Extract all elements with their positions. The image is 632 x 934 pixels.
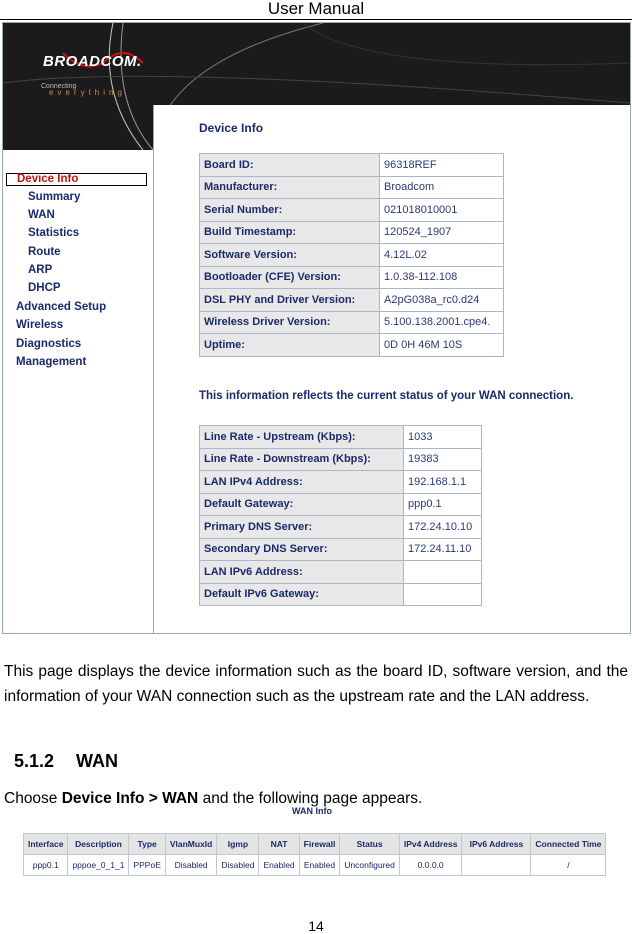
broadcom-logo: BROADCOM.: [43, 53, 142, 70]
row-value: 172.24.10.10: [404, 516, 482, 539]
manual-title: User Manual: [267, 0, 365, 18]
sidebar-item-route[interactable]: Route: [28, 246, 61, 258]
row-label: Secondary DNS Server:: [200, 538, 404, 561]
table-row: [200, 199, 504, 222]
page-header: [0, 0, 632, 20]
col-header: IPv6 Address: [462, 834, 531, 855]
row-label: Board ID:: [200, 154, 380, 177]
col-header: Interface: [24, 834, 68, 855]
wan-connection-table: [199, 425, 482, 606]
row-label: Default Gateway:: [200, 493, 404, 516]
sidebar-item-summary[interactable]: Summary: [28, 191, 81, 203]
sidebar-item-advanced-setup[interactable]: Advanced Setup: [16, 301, 107, 313]
row-label: Manufacturer:: [200, 176, 380, 199]
cell: 0.0.0.0: [399, 855, 462, 876]
row-value: [404, 561, 482, 584]
choose-instruction: [4, 790, 422, 808]
col-header: Firewall: [299, 834, 340, 855]
col-header: Connected Time: [531, 834, 606, 855]
row-label: Line Rate - Downstream (Kbps):: [200, 448, 404, 471]
section-heading: [14, 751, 118, 772]
table-row: [200, 176, 504, 199]
col-header: Igmp: [217, 834, 259, 855]
table-row: [200, 493, 482, 516]
table-row: [200, 334, 504, 357]
row-value: [404, 583, 482, 606]
cell: Unconfigured: [340, 855, 400, 876]
sidebar-item-wireless[interactable]: Wireless: [16, 319, 64, 331]
tagline-large: everything: [49, 88, 126, 97]
section-title: Device Info: [199, 121, 264, 135]
col-header: NAT: [259, 834, 299, 855]
row-value: 021018010001: [380, 199, 504, 222]
col-header: Type: [129, 834, 165, 855]
col-header: IPv4 Address: [399, 834, 462, 855]
section-name: WAN: [76, 751, 118, 771]
col-header: Description: [68, 834, 129, 855]
sidebar-item-wan[interactable]: WAN: [28, 209, 55, 221]
row-value: 172.24.11.10: [404, 538, 482, 561]
tagline-small: Connecting: [41, 83, 77, 90]
row-label: Serial Number:: [200, 199, 380, 222]
cell: Enabled: [299, 855, 340, 876]
sidebar-item-statistics[interactable]: Statistics: [28, 227, 80, 239]
cell: /: [531, 855, 606, 876]
device-info-table: [199, 153, 504, 357]
row-value: ppp0.1: [404, 493, 482, 516]
cell: PPPoE: [129, 855, 165, 876]
table-row: [200, 154, 504, 177]
row-label: Wireless Driver Version:: [200, 311, 380, 334]
sidebar-item-arp[interactable]: ARP: [28, 264, 53, 276]
row-label: LAN IPv6 Address:: [200, 561, 404, 584]
table-row: [200, 426, 482, 449]
cell: ppp0.1: [24, 855, 68, 876]
table-row: [200, 289, 504, 312]
sidebar-nav: [3, 150, 153, 633]
choose-suffix: and the following page appears.: [198, 790, 423, 807]
table-row: [200, 311, 504, 334]
row-label: Primary DNS Server:: [200, 516, 404, 539]
table-row: [24, 855, 606, 876]
choose-prefix: Choose: [4, 790, 62, 807]
cell: Disabled: [165, 855, 217, 876]
row-value: 0D 0H 46M 10S: [380, 334, 504, 357]
row-value: 5.100.138.2001.cpe4.: [380, 311, 504, 334]
description-paragraph: This page displays the device information such as the board ID, software version, and the information of your WAN connection such as the upstream rate and the LAN address.: [4, 663, 628, 705]
row-value: 1033: [404, 426, 482, 449]
col-header: VlanMuxId: [165, 834, 217, 855]
row-label: Line Rate - Upstream (Kbps):: [200, 426, 404, 449]
row-value: A2pG038a_rc0.d24: [380, 289, 504, 312]
row-value: 120524_1907: [380, 221, 504, 244]
section-number: 5.1.2: [14, 751, 55, 771]
wan-info-table: [23, 833, 606, 876]
row-label: Default IPv6 Gateway:: [200, 583, 404, 606]
cell: Disabled: [217, 855, 259, 876]
row-value: 4.12L.02: [380, 244, 504, 267]
table-row: [200, 471, 482, 494]
col-header: Status: [340, 834, 400, 855]
table-row: [200, 266, 504, 289]
cell: [462, 855, 531, 876]
page-number: 14: [308, 918, 324, 934]
row-label: Build Timestamp:: [200, 221, 380, 244]
row-value: Broadcom: [380, 176, 504, 199]
row-value: 1.0.38-112.108: [380, 266, 504, 289]
table-row: [200, 516, 482, 539]
row-label: Bootloader (CFE) Version:: [200, 266, 380, 289]
table-row: [200, 244, 504, 267]
row-label: DSL PHY and Driver Version:: [200, 289, 380, 312]
table-header-row: [24, 834, 606, 855]
sidebar-item-device-info[interactable]: Device Info: [6, 173, 147, 186]
choose-menu-path: Device Info > WAN: [61, 790, 199, 807]
row-label: Uptime:: [200, 334, 380, 357]
row-value: 192.168.1.1: [404, 471, 482, 494]
table-row: [200, 221, 504, 244]
row-label: Software Version:: [200, 244, 380, 267]
table-row: [200, 538, 482, 561]
sidebar-item-management[interactable]: Management: [16, 356, 87, 368]
wan-info-title: WAN Info: [292, 806, 332, 816]
row-value: 19383: [404, 448, 482, 471]
sidebar-item-dhcp[interactable]: DHCP: [28, 282, 61, 294]
cell: pppoe_0_1_1: [68, 855, 129, 876]
row-value: 96318REF: [380, 154, 504, 177]
sidebar-item-diagnostics[interactable]: Diagnostics: [16, 338, 82, 350]
row-label: LAN IPv4 Address:: [200, 471, 404, 494]
wan-status-note: This information reflects the current status of your WAN connection.: [199, 390, 574, 402]
table-row: [200, 448, 482, 471]
device-info-screenshot: [2, 22, 631, 634]
cell: Enabled: [259, 855, 299, 876]
table-row: [200, 561, 482, 584]
table-row: [200, 583, 482, 606]
